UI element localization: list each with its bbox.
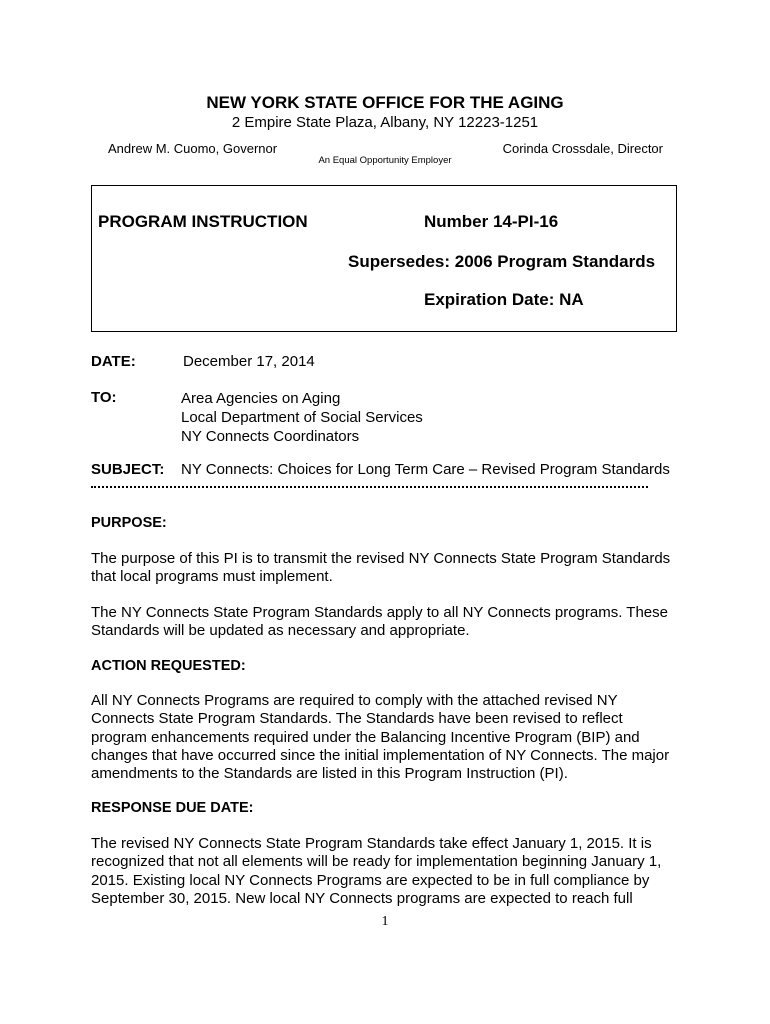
- date-label: DATE:: [91, 353, 136, 370]
- recipient-item: NY Connects Coordinators: [181, 428, 360, 445]
- paragraph-line: Connects State Program Standards. The Standards have been revised to reflect: [91, 710, 623, 728]
- action-requested-heading: ACTION REQUESTED:: [91, 658, 246, 674]
- agency-address: 2 Empire State Plaza, Albany, NY 12223-1251: [231, 114, 539, 131]
- dotted-divider: [91, 486, 648, 488]
- paragraph-line: 2015. Existing local NY Connects Programs are expected to be in full compliance by: [91, 871, 650, 889]
- supersedes-note: Supersedes: 2006 Program Standards: [348, 252, 656, 271]
- recipient-list: [181, 389, 423, 446]
- paragraph-line: program enhancements required under the Balancing Incentive Program (BIP) and: [91, 728, 640, 746]
- agency-name: NEW YORK STATE OFFICE FOR THE AGING: [206, 93, 564, 112]
- paragraph-line: September 30, 2015. New local NY Connects programs are expected to reach full: [91, 889, 633, 907]
- paragraph-line: changes that have occurred since the initial implementation of NY Connects. The major: [91, 746, 670, 764]
- paragraph-line: The NY Connects State Program Standards apply to all NY Connects programs. These: [91, 604, 668, 621]
- paragraph-line: recognized that not all elements will be ready for implementation beginning January 1,: [91, 853, 662, 871]
- paragraph-line: All NY Connects Programs are required to comply with the attached revised NY: [91, 692, 618, 709]
- paragraph-line: The purpose of this PI is to transmit the revised NY Connects State Program Standards: [91, 550, 671, 567]
- paragraph-line: Standards will be updated as necessary and appropriate.: [91, 622, 470, 640]
- instruction-number: Number 14-PI-16: [424, 212, 559, 231]
- subject-label: SUBJECT:: [91, 461, 165, 478]
- recipient-item: Area Agencies on Aging: [181, 390, 341, 407]
- purpose-heading: PURPOSE:: [91, 515, 167, 531]
- equal-opportunity-note: An Equal Opportunity Employer: [318, 155, 452, 166]
- page-number: 1: [381, 914, 389, 929]
- response-due-date-paragraph: [91, 835, 691, 908]
- response-due-date-heading: RESPONSE DUE DATE:: [91, 800, 254, 816]
- action-requested-paragraph: [91, 692, 691, 783]
- to-label: TO:: [91, 389, 117, 406]
- purpose-paragraph-2: [91, 604, 691, 641]
- governor-name: Andrew M. Cuomo, Governor: [108, 141, 278, 156]
- program-instruction-title: PROGRAM INSTRUCTION: [98, 212, 308, 231]
- paragraph-line: amendments to the Standards are listed in this Program Instruction (PI).: [91, 765, 568, 783]
- subject-value: NY Connects: Choices for Long Term Care – Revised Program Standards: [181, 461, 670, 478]
- director-name: Corinda Crossdale, Director: [502, 141, 663, 156]
- expiration-date: Expiration Date: NA: [424, 290, 584, 309]
- paragraph-line: The revised NY Connects State Program Standards take effect January 1, 2015. It is: [91, 835, 652, 852]
- purpose-paragraph-1: [91, 550, 691, 587]
- recipient-item: Local Department of Social Services: [181, 409, 423, 426]
- paragraph-line: that local programs must implement.: [91, 568, 333, 586]
- date-value: December 17, 2014: [183, 353, 315, 370]
